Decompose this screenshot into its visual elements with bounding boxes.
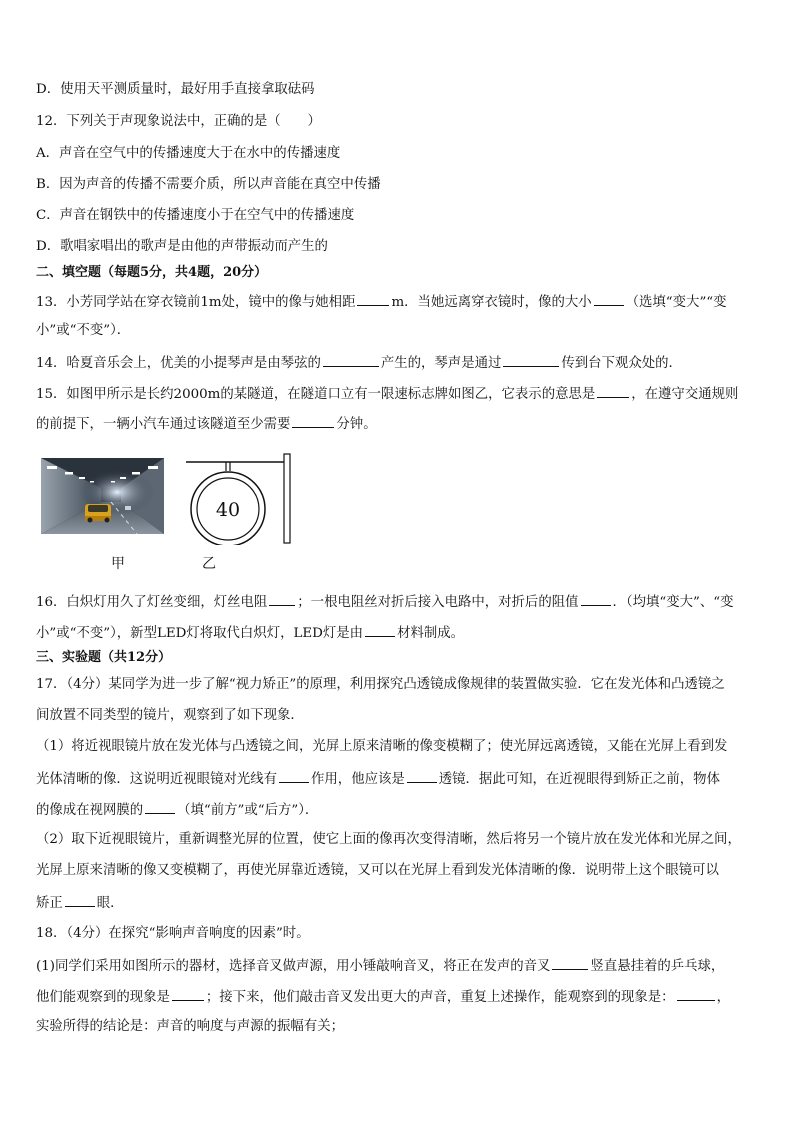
answer-blank <box>279 768 309 783</box>
q13-text-2: m．当她远离穿衣镜时，像的大小 <box>391 295 592 310</box>
q18-text-d: ；接下来，他们敲击音叉发出更大的声音，重复上述操作，能观察到的现象是： <box>205 990 675 1005</box>
q12-option-a: A．声音在空气中的传播速度大于在水中的传播速度 <box>36 146 341 161</box>
q13-line2: 小”或“不变”）． <box>36 323 131 338</box>
q14-line <box>36 352 758 374</box>
q11-option-d: D．使用天平测质量时，最好用手直接拿取砝码 <box>36 82 315 97</box>
q15-text-3: 的前提下，一辆小汽车通过该隧道至少需要 <box>36 417 291 432</box>
q16-text-1: 16．白炽灯用久了灯丝变细，灯丝电阻 <box>36 595 268 610</box>
q18-text-a: (1)同学们采用如图所示的器材，选择音叉做声源，用小锤敲响音叉，将正在发声的音叉 <box>36 959 551 974</box>
answer-blank <box>552 955 588 970</box>
q17-text-e: （填“前方”或“后方”）． <box>177 803 319 818</box>
q17-p2-line1: （2）取下近视眼镜片，重新调整光屏的位置，使它上面的像再次变得清晰，然后将另一个镜片放在发光体和光屏之间， <box>36 832 741 847</box>
q17-text-a: 光体清晰的像．这说明近视眼镜对光线有 <box>36 772 278 787</box>
q17-p2-line3 <box>36 892 758 914</box>
q16-text-3: ．（均填“变大”、“变 <box>612 595 734 610</box>
q14-text-3: 传到台下观众处的． <box>561 356 682 371</box>
tunnel-photo <box>41 458 164 534</box>
speed-limit-value: 40 <box>215 499 241 521</box>
q15-text-4: 分钟。 <box>336 417 377 432</box>
q17-p1-line1: （1）将近视眼镜片放在发光体与凸透镜之间，光屏上原来清晰的像变模糊了；使光屏远离透镜，又能在光屏上看到发 <box>36 739 728 754</box>
q16-text-5: 材料制成。 <box>397 626 465 641</box>
q12-option-d: D．歌唱家唱出的歌声是由他的声带振动而产生的 <box>36 239 328 254</box>
q14-text-1: 14．哈夏音乐会上，优美的小提琴声是由琴弦的 <box>36 356 321 371</box>
section3-title: 三、实验题（共12分） <box>36 650 172 665</box>
q17-text-b: 作用，他应该是 <box>311 772 405 787</box>
q17-line2: 间放置不同类型的镜片，观察到了如下现象． <box>36 708 304 723</box>
q18-p1-line1 <box>36 955 758 977</box>
q15-line2 <box>36 413 758 435</box>
q13-text-1: 13．小芳同学站在穿衣镜前1m处，镜中的像与她相距 <box>36 295 356 310</box>
q15-line1 <box>36 383 758 405</box>
q17-text-g: 眼． <box>96 896 124 911</box>
answer-blank <box>677 986 715 1001</box>
q16-text-2: ；一根电阻丝对折后接入电路中，对折后的阻值 <box>297 595 579 610</box>
q18-text-e: ， <box>716 990 730 1005</box>
q18-text-c: 他们能观察到的现象是 <box>36 990 170 1005</box>
q13-text-3: （选填“变大”“变 <box>625 295 727 310</box>
q16-line1 <box>36 591 758 613</box>
answer-blank <box>357 291 389 306</box>
answer-blank <box>172 986 204 1001</box>
answer-blank <box>365 622 395 637</box>
q12-option-b: B．因为声音的传播不需要介质，所以声音能在真空中传播 <box>36 177 381 192</box>
answer-blank <box>597 383 629 398</box>
q17-text-f: 矫正 <box>36 896 63 911</box>
figure-label-yi: 乙 <box>202 556 216 572</box>
q17-p1-line2 <box>36 768 758 790</box>
q16-line2 <box>36 622 758 644</box>
q17-line1: 17．（4分）某同学为进一步了解“视力矫正”的原理，利用探究凸透镜成像规律的装置做实验．它在发光体和凸透镜之 <box>36 677 725 692</box>
answer-blank <box>269 591 295 606</box>
q16-text-4: 小”或“不变”），新型LED灯将取代白炽灯，LED灯是由 <box>36 626 364 641</box>
q12-stem: 12．下列关于声现象说法中，正确的是（ ） <box>36 114 321 129</box>
answer-blank <box>145 799 175 814</box>
q18-p1-line2 <box>36 986 758 1008</box>
q17-p2-line2: 光屏上原来清晰的像又变模糊了，再使光屏靠近透镜，又可以在光屏上看到发光体清晰的像．说明带上这个眼镜可以 <box>36 863 719 878</box>
section2-title: 二、填空题（每题5分，共4题，20分） <box>36 265 268 280</box>
q17-text-d: 的像成在视网膜的 <box>36 803 144 818</box>
q14-text-2: 产生的，琴声是通过 <box>380 356 502 371</box>
q15-text-2: ，在遵守交通规则 <box>631 387 739 402</box>
answer-blank <box>581 591 611 606</box>
answer-blank <box>407 768 437 783</box>
q15-text-1: 15．如图甲所示是长约2000m的某隧道，在隧道口立有一限速标志牌如图乙，它表示的意思是 <box>36 387 596 402</box>
figure-label-jia: 甲 <box>111 556 125 572</box>
answer-blank <box>65 892 95 907</box>
q18-text-b: 竖直悬挂着的乒乓球， <box>590 959 725 974</box>
q12-option-c: C．声音在钢铁中的传播速度小于在空气中的传播速度 <box>36 208 355 223</box>
q17-p1-line3 <box>36 799 758 821</box>
q18-p1-line3: 实验所得的结论是：声音的响度与声源的振幅有关； <box>36 1019 344 1034</box>
q17-text-c: 透镜．据此可知，在近视眼得到矫正之前，物体 <box>438 772 720 787</box>
q13-line1 <box>36 291 758 313</box>
answer-blank <box>594 291 624 306</box>
q18-line1: 18．（4分）在探究“影响声音响度的因素”时。 <box>36 926 310 941</box>
answer-blank <box>292 413 334 428</box>
speed-limit-sign <box>180 450 295 545</box>
answer-blank <box>503 352 559 367</box>
answer-blank <box>323 352 379 367</box>
